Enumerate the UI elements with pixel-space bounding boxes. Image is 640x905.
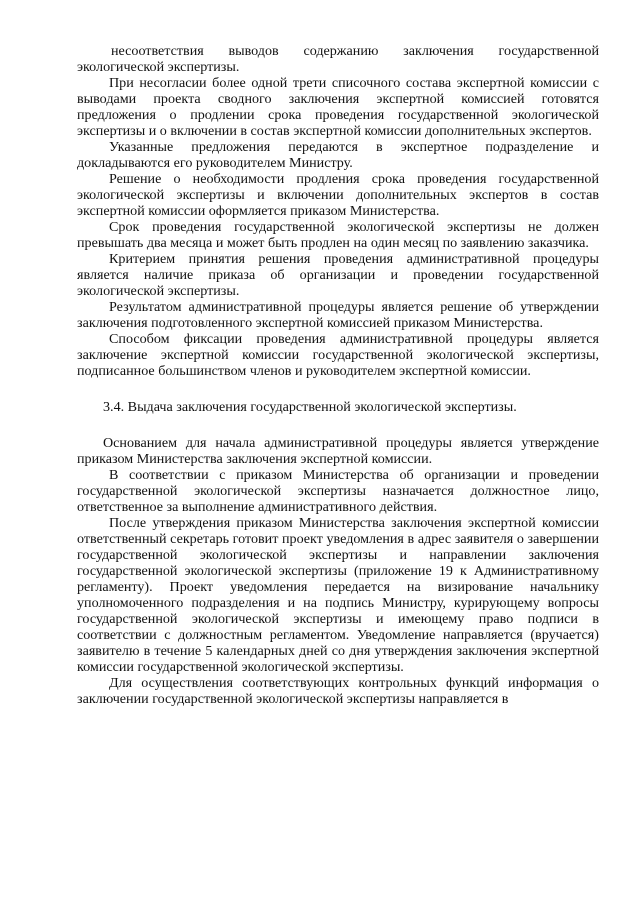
- paragraph-term: Срок проведения государственной экологической экспертизы не должен превышать два месяца и может быть продлен на один месяц по заявлению заказчика.: [77, 219, 599, 251]
- paragraph-fixation: Способом фиксации проведения административной процедуры является заключение экспертной комиссии государственной экологической экспертизы, подписанное большинством членов и руководителем экспертной комиссии.: [77, 331, 599, 379]
- paragraph-criterion: Критерием принятия решения проведения административной процедуры является наличие приказа об организации и проведении государственной экологической экспертизы.: [77, 251, 599, 299]
- section-heading: 3.4. Выдача заключения государственной экологической экспертизы.: [103, 399, 517, 415]
- paragraph-continuation: несоответствия выводов содержанию заключения государственной экологической экспертизы.: [77, 43, 599, 75]
- paragraph-notification: После утверждения приказом Министерства заключения экспертной комиссии ответственный секретарь готовит проект уведомления в адрес заявителя о завершении государственной экологической экспертизы и направлении заключения государственной экологической экспертизы (приложение 19 к Административному регламенту). Проект уведомления передается на визирование начальнику уполномоченного подразделения и на подпись Министру, курирующему вопросы государственной экологической экспертизы и имеющему право подписи в соответствии с должностным регламентом. Уведомление направляется (вручается) заявителю в течение 5 календарных дней со дня утверждения заключения экспертной комиссии государственной экологической экспертизы.: [77, 515, 599, 675]
- paragraph-control-functions: Для осуществления соответствующих контрольных функций информация о заключении государственной экологической экспертизы направляется в: [77, 675, 599, 707]
- paragraph-disagreement: При несогласии более одной трети списочного состава экспертной комиссии с выводами проекта сводного заключения экспертной комиссией готовятся предложения о продлении срока проведения государственной экологической экспертизы и о включении в состав экспертной комиссии дополнительных экспертов.: [77, 75, 599, 139]
- paragraph-basis: Основанием для начала административной процедуры является утверждение приказом Министерства заключения экспертной комиссии.: [77, 435, 599, 467]
- paragraph-extension-decision: Решение о необходимости продления срока проведения государственной экологической экспертизы и включении дополнительных экспертов в состав экспертной комиссии оформляется приказом Министерства.: [77, 171, 599, 219]
- paragraph-result: Результатом административной процедуры является решение об утверждении заключения подготовленного экспертной комиссией приказом Министерства.: [77, 299, 599, 331]
- paragraph-proposals: Указанные предложения передаются в экспертное подразделение и докладываются его руководителем Министру.: [77, 139, 599, 171]
- document-body: [77, 43, 599, 707]
- paragraph-appointment: В соответствии с приказом Министерства об организации и проведении государственной экологической экспертизы назначается должностное лицо, ответственное за выполнение административного действия.: [77, 467, 599, 515]
